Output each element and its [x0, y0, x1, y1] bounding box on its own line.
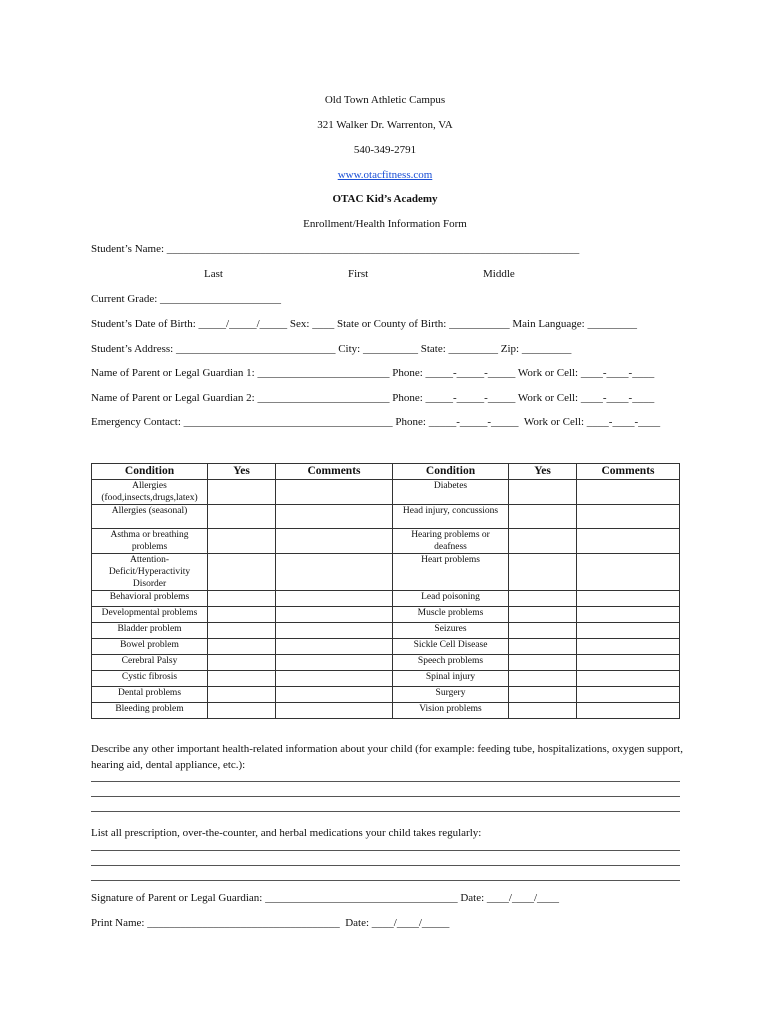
- website-link[interactable]: [0, 169, 770, 181]
- comments-cell-left[interactable]: [276, 607, 393, 623]
- org-phone: 540-349-2791: [353, 144, 417, 156]
- table-row: [92, 480, 680, 505]
- comments-cell-left[interactable]: [276, 505, 393, 529]
- print-name-line[interactable]: Print Name: ___________________________________ Date: ____/____/_____: [91, 917, 450, 929]
- yes-cell-right[interactable]: [509, 529, 577, 554]
- comments-cell-right[interactable]: [577, 639, 680, 655]
- yes-cell-left[interactable]: [208, 554, 276, 591]
- name-last-label: Last: [204, 268, 223, 280]
- form-title: Enrollment/Health Information Form: [303, 218, 467, 230]
- yes-cell-left[interactable]: [208, 623, 276, 639]
- yes-cell-left[interactable]: [208, 591, 276, 607]
- yes-cell-right[interactable]: [509, 703, 577, 719]
- table-row: [92, 529, 680, 554]
- comments-cell-left[interactable]: [276, 554, 393, 591]
- yes-cell-left[interactable]: [208, 671, 276, 687]
- health-conditions-table: [91, 463, 680, 719]
- condition-right: Muscle problems: [393, 607, 509, 623]
- condition-left: Bleeding problem: [92, 703, 208, 719]
- address-line[interactable]: Student’s Address: _____________________________ City: __________ State: _________ Zip: _________: [91, 343, 572, 355]
- yes-cell-left[interactable]: [208, 480, 276, 505]
- condition-left: Behavioral problems: [92, 591, 208, 607]
- comments-cell-right[interactable]: [577, 623, 680, 639]
- condition-right: Lead poisoning: [393, 591, 509, 607]
- condition-left: Allergies (seasonal): [92, 505, 208, 529]
- comments-cell-left[interactable]: [276, 480, 393, 505]
- header-condition-right: Condition: [393, 464, 509, 480]
- condition-left: Cerebral Palsy: [92, 655, 208, 671]
- yes-cell-right[interactable]: [509, 655, 577, 671]
- header-comments-right: Comments: [577, 464, 680, 480]
- yes-cell-left[interactable]: [208, 607, 276, 623]
- name-middle-label: Middle: [483, 268, 515, 280]
- condition-right: Seizures: [393, 623, 509, 639]
- table-row: [92, 554, 680, 591]
- yes-cell-right[interactable]: [509, 505, 577, 529]
- yes-cell-right[interactable]: [509, 687, 577, 703]
- condition-left: Cystic fibrosis: [92, 671, 208, 687]
- condition-right: Hearing problems or deafness: [393, 529, 509, 554]
- comments-cell-left[interactable]: [276, 623, 393, 639]
- condition-right: Sickle Cell Disease: [393, 639, 509, 655]
- comments-cell-left[interactable]: [276, 671, 393, 687]
- condition-left: Attention-Deficit/Hyperactivity Disorder: [92, 554, 208, 591]
- condition-right: Head injury, concussions: [393, 505, 509, 529]
- comments-cell-right[interactable]: [577, 529, 680, 554]
- condition-left: Developmental problems: [92, 607, 208, 623]
- table-row: [92, 703, 680, 719]
- header-yes-right: Yes: [509, 464, 577, 480]
- condition-left: Asthma or breathing problems: [92, 529, 208, 554]
- condition-left: Bowel problem: [92, 639, 208, 655]
- describe-line-1[interactable]: [91, 781, 680, 782]
- describe-line-2[interactable]: [91, 796, 680, 797]
- org-address: 321 Walker Dr. Warrenton, VA: [317, 119, 453, 131]
- yes-cell-right[interactable]: [509, 554, 577, 591]
- condition-right: Heart problems: [393, 554, 509, 591]
- yes-cell-right[interactable]: [509, 623, 577, 639]
- yes-cell-right[interactable]: [509, 591, 577, 607]
- comments-cell-left[interactable]: [276, 703, 393, 719]
- name-first-label: First: [348, 268, 369, 280]
- condition-right: Spinal injury: [393, 671, 509, 687]
- yes-cell-right[interactable]: [509, 671, 577, 687]
- comments-cell-right[interactable]: [577, 554, 680, 591]
- comments-cell-right[interactable]: [577, 687, 680, 703]
- yes-cell-right[interactable]: [509, 607, 577, 623]
- yes-cell-left[interactable]: [208, 505, 276, 529]
- comments-cell-right[interactable]: [577, 591, 680, 607]
- dob-line[interactable]: Student’s Date of Birth: _____/_____/_____ Sex: ____ State or County of Birth: ___________ Main Language: _________: [91, 318, 637, 330]
- table-row: [92, 655, 680, 671]
- header-condition-left: Condition: [92, 464, 208, 480]
- table-row: [92, 639, 680, 655]
- yes-cell-left[interactable]: [208, 639, 276, 655]
- medications-line-2[interactable]: [91, 865, 680, 866]
- condition-right: Diabetes: [393, 480, 509, 505]
- medications-line-1[interactable]: [91, 850, 680, 851]
- table-header-row: [92, 464, 680, 480]
- medications-prompt: List all prescription, over-the-counter, and herbal medications your child takes regularly:: [91, 827, 482, 839]
- yes-cell-left[interactable]: [208, 529, 276, 554]
- header-yes-left: Yes: [208, 464, 276, 480]
- condition-right: Vision problems: [393, 703, 509, 719]
- condition-left: Allergies (food,insects,drugs,latex): [92, 480, 208, 505]
- condition-right: Surgery: [393, 687, 509, 703]
- website-link-text[interactable]: www.otacfitness.com: [337, 169, 433, 181]
- condition-right: Speech problems: [393, 655, 509, 671]
- yes-cell-left[interactable]: [208, 703, 276, 719]
- guardian2-line[interactable]: Name of Parent or Legal Guardian 2: ________________________ Phone: _____-_____-_____ Work or Cell: ____-____-____: [91, 392, 655, 404]
- org-name: Old Town Athletic Campus: [324, 94, 446, 106]
- student-name-field[interactable]: Student’s Name: ___________________________________________________________________________: [91, 243, 580, 255]
- comments-cell-right[interactable]: [577, 505, 680, 529]
- comments-cell-left[interactable]: [276, 655, 393, 671]
- table-row: [92, 505, 680, 529]
- emergency-line[interactable]: Emergency Contact: ______________________________________ Phone: _____-_____-_____ Work or Cell: ____-____-____: [91, 416, 661, 428]
- yes-cell-left[interactable]: [208, 655, 276, 671]
- comments-cell-right[interactable]: [577, 671, 680, 687]
- signature-line[interactable]: Signature of Parent or Legal Guardian: ___________________________________ Date: ____/____/____: [91, 892, 560, 904]
- table-row: [92, 607, 680, 623]
- comments-cell-right[interactable]: [577, 480, 680, 505]
- comments-cell-left[interactable]: [276, 529, 393, 554]
- yes-cell-right[interactable]: [509, 639, 577, 655]
- current-grade-field[interactable]: Current Grade: ______________________: [91, 293, 282, 305]
- yes-cell-right[interactable]: [509, 480, 577, 505]
- table-row: [92, 671, 680, 687]
- comments-cell-left[interactable]: [276, 687, 393, 703]
- table-row: [92, 687, 680, 703]
- guardian1-line[interactable]: Name of Parent or Legal Guardian 1: ________________________ Phone: _____-_____-_____ Work or Cell: ____-____-____: [91, 367, 655, 379]
- header-comments-left: Comments: [276, 464, 393, 480]
- describe-prompt: Describe any other important health-related information about your child (for example: feeding tube, hospitalizations, oxygen support, hearing aid, dental appliance, etc.):: [91, 743, 683, 771]
- medications-line-3[interactable]: [91, 880, 680, 881]
- table-row: [92, 623, 680, 639]
- condition-left: Bladder problem: [92, 623, 208, 639]
- describe-line-3[interactable]: [91, 811, 680, 812]
- yes-cell-left[interactable]: [208, 687, 276, 703]
- condition-left: Dental problems: [92, 687, 208, 703]
- table-row: [92, 591, 680, 607]
- comments-cell-right[interactable]: [577, 703, 680, 719]
- program-title: OTAC Kid’s Academy: [332, 193, 438, 205]
- comments-cell-left[interactable]: [276, 591, 393, 607]
- comments-cell-left[interactable]: [276, 639, 393, 655]
- comments-cell-right[interactable]: [577, 607, 680, 623]
- comments-cell-right[interactable]: [577, 655, 680, 671]
